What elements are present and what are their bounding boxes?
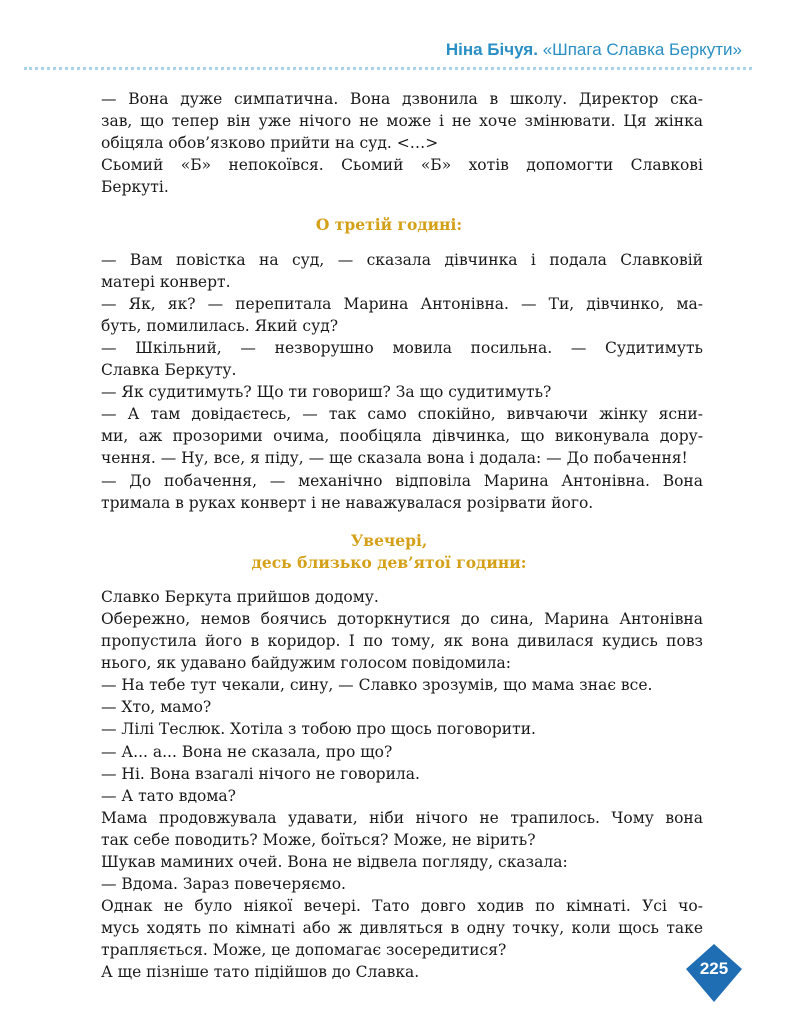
paragraph bbox=[75, 249, 703, 293]
text-line: трапляється. Може, це допомагає зосередитися? bbox=[101, 941, 507, 960]
page-number-badge bbox=[684, 944, 744, 1004]
section-heading-evening-time: десь близько дев’ятої години: bbox=[251, 552, 527, 572]
paragraph: Шукав маминих очей. Вона не відвела погляду, сказала: bbox=[101, 853, 568, 871]
paragraph bbox=[75, 337, 703, 381]
paragraph: — Ні. Вона взагалі нічого не говорила. bbox=[101, 764, 420, 783]
paragraph: — А тато вдома? bbox=[101, 786, 236, 805]
paragraph: — На тебе тут чекали, сину, — Славко зрозумів, що мама знає все. bbox=[101, 676, 653, 695]
text-line: буть, помилилась. Який суд? bbox=[101, 316, 339, 335]
paragraph: — Вдома. Зараз повечеряємо. bbox=[101, 875, 346, 894]
text-line: — А там довідаєтесь, — так само спокійно, вивчаючи жінку ясни- bbox=[101, 405, 703, 424]
paragraph bbox=[75, 403, 703, 469]
paragraph: А ще пізніше тато підійшов до Славка. bbox=[101, 963, 420, 982]
text-line: — Вона дуже симпатична. Вона дзвонила в школу. Директор ска- bbox=[101, 90, 703, 108]
text-line: Однак не було ніякої вечері. Тато довго ходив по кімнаті. Усі чо- bbox=[101, 897, 703, 916]
paragraph bbox=[75, 608, 703, 674]
text-line: Обережно, немов боячись доторкнутися до сина, Марина Антонівна bbox=[101, 609, 703, 628]
running-header bbox=[446, 40, 742, 60]
text-line: мусь ходять по кімнаті або ж дивляться в одну точку, коли щось таке bbox=[101, 919, 703, 938]
text-line: — Шкільний, — незворушно мовила посильна. — Судитимуть bbox=[101, 338, 703, 357]
paragraph: — Лілі Теслюк. Хотіла з тобою про щось поговорити. bbox=[101, 720, 536, 739]
paragraph bbox=[75, 293, 703, 337]
text-line: — Як, як? — перепитала Марина Антонівна. — Ти, дівчинко, ма- bbox=[101, 294, 703, 313]
text-line: Беркуті. bbox=[101, 178, 169, 197]
text-line: Сьомий «Б» непокоївся. Сьомий «Б» хотів допомогти Славкові bbox=[101, 156, 703, 175]
text-line: матері конверт. bbox=[101, 272, 231, 291]
paragraph: — Як судитимуть? Що ти говориш? За що судитимуть? bbox=[101, 383, 552, 402]
text-line: Славка Беркуту. bbox=[101, 361, 237, 380]
page-number: 225 bbox=[699, 959, 729, 978]
story-text bbox=[75, 88, 703, 984]
header-author: Ніна Бічуя. bbox=[445, 40, 538, 59]
text-line: чення. — Ну, все, я піду, — ще сказала вона і додала: — До побачення! bbox=[101, 449, 688, 468]
paragraph: — А... а... Вона не сказала, про що? bbox=[101, 742, 393, 761]
text-line: обіцяла обов’язково прийти на суд. <…> bbox=[101, 134, 439, 153]
header-book-title: «Шпага Славка Беркути» bbox=[542, 40, 742, 59]
header-dotted-divider bbox=[24, 67, 752, 70]
section-heading-third-hour: О третій годині: bbox=[315, 215, 463, 235]
text-line: тримала в руках конверт і не наважувалася розірвати його. bbox=[101, 493, 594, 512]
paragraph bbox=[75, 154, 703, 198]
paragraph: — Хто, мамо? bbox=[101, 698, 212, 717]
text-line: нього, як удавано байдужим голосом повідомила: bbox=[101, 654, 511, 673]
text-line: пропустила його в коридор. І по тому, як вона дивилася кудись повз bbox=[101, 632, 703, 651]
text-line: — Вам повістка на суд, — сказала дівчинка і подала Славковій bbox=[101, 250, 703, 269]
paragraph bbox=[75, 470, 703, 514]
paragraph: Славко Беркута прийшов додому. bbox=[101, 587, 379, 606]
text-line: Мама продовжувала удавати, ніби нічого не трапилось. Чому вона bbox=[101, 808, 703, 827]
paragraph bbox=[75, 88, 703, 154]
paragraph bbox=[75, 895, 703, 961]
text-line: — До побачення, — механічно відповіла Марина Антонівна. Вона bbox=[101, 471, 703, 490]
text-line: ми, аж прозорими очима, пообіцяла дівчинка, що виконувала дору- bbox=[101, 427, 703, 446]
section-heading-evening: Увечері, bbox=[350, 530, 428, 550]
text-line: так себе поводить? Може, боїться? Може, не вірить? bbox=[101, 830, 536, 849]
paragraph bbox=[75, 807, 703, 851]
text-line: зав, що тепер він уже нічого не може і не хоче змінювати. Ця жінка bbox=[101, 112, 703, 131]
